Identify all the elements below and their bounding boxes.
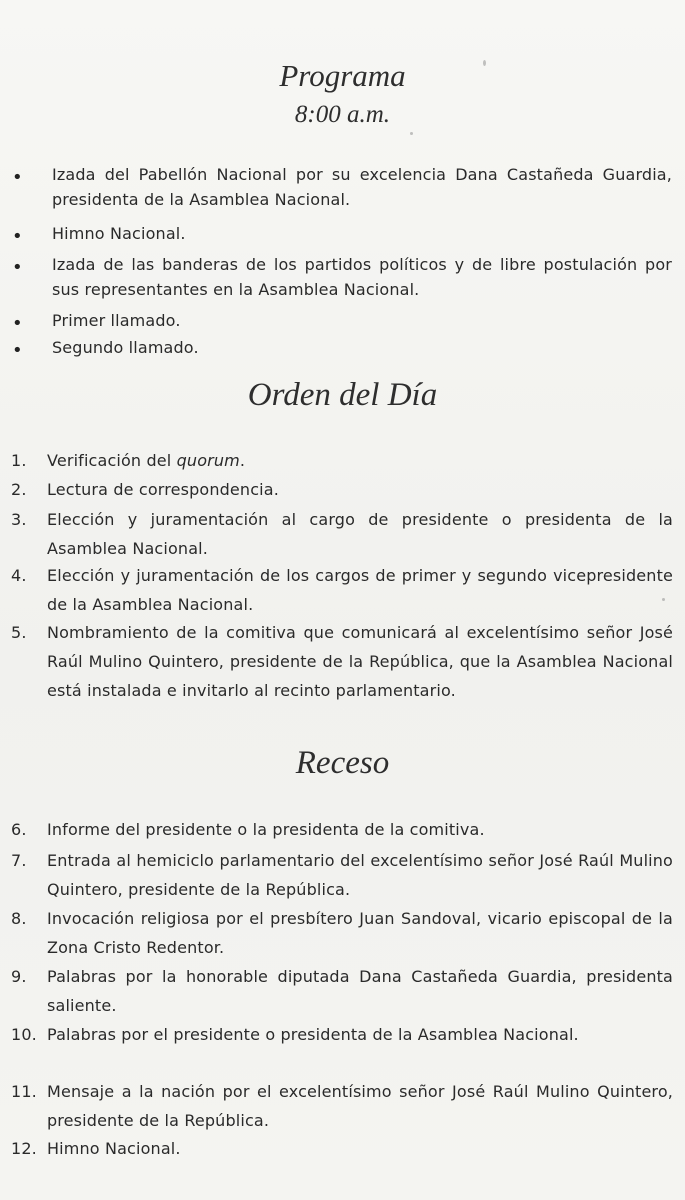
orden-item-text: Nombramiento de la comitiva que comunicará al excelentísimo señor José Raúl Mulino Quintero, presidente de la República, que la Asamblea Nacional está instalada e invitarlo al recinto parlamentario.	[47, 623, 673, 700]
item-number: 12.	[11, 1139, 37, 1158]
orden-item-text: Elección y juramentación de los cargos de primer y segundo vicepresidente de la Asamblea Nacional.	[47, 566, 673, 614]
item-number: 9.	[11, 967, 27, 986]
receso-item-text: Mensaje a la nación por el excelentísimo señor José Raúl Mulino Quintero, presidente de la República.	[47, 1082, 673, 1130]
orden-item-text	[47, 446, 673, 475]
item-number: 6.	[11, 820, 27, 839]
item-number: 3.	[11, 510, 27, 529]
receso-item-text: Himno Nacional.	[47, 1139, 181, 1158]
receso-item-text: Informe del presidente o la presidenta de la comitiva.	[47, 820, 485, 839]
programa-item-text: Himno Nacional.	[52, 224, 186, 243]
programa-time: 8:00 a.m.	[294, 101, 391, 128]
bullet-icon: •	[12, 257, 23, 278]
programa-item-text: Izada del Pabellón Nacional por su excelencia Dana Castañeda Guardia, presidenta de la Asamblea Nacional.	[52, 165, 672, 209]
orden-item-text-part: Verificación del	[47, 451, 177, 470]
orden-item-text-part: .	[239, 451, 246, 470]
item-number: 5.	[11, 623, 27, 642]
orden-item-text: Lectura de correspondencia.	[47, 480, 279, 499]
scan-speck	[662, 598, 665, 601]
programa-title: Programa	[279, 58, 406, 93]
scan-speck	[410, 132, 413, 135]
item-number: 11.	[11, 1082, 37, 1101]
receso-item-text: Invocación religiosa por el presbítero Juan Sandoval, vicario episcopal de la Zona Cristo Redentor.	[47, 909, 673, 957]
programa-item-text: Segundo llamado.	[52, 338, 199, 357]
scan-speck	[483, 60, 486, 66]
item-number: 10.	[11, 1025, 37, 1044]
receso-item-text: Palabras por la honorable diputada Dana Castañeda Guardia, presidenta saliente.	[47, 967, 673, 1015]
item-number: 8.	[11, 909, 27, 928]
bullet-icon: •	[12, 167, 23, 188]
orden-title: Orden del Día	[247, 377, 438, 413]
receso-item-text: Entrada al hemiciclo parlamentario del excelentísimo señor José Raúl Mulino Quintero, presidente de la República.	[47, 851, 673, 899]
bullet-icon: •	[12, 226, 23, 247]
item-number: 4.	[11, 566, 27, 585]
orden-item-text-emphasis: quorum	[176, 451, 240, 470]
item-number: 1.	[11, 451, 27, 470]
item-number: 7.	[11, 851, 27, 870]
programa-item-text: Izada de las banderas de los partidos políticos y de libre postulación por sus representantes en la Asamblea Nacional.	[52, 255, 672, 299]
orden-item-text: Elección y juramentación al cargo de presidente o presidenta de la Asamblea Nacional.	[47, 510, 673, 558]
programa-item-text: Primer llamado.	[52, 311, 181, 330]
receso-item-text: Palabras por el presidente o presidenta de la Asamblea Nacional.	[47, 1025, 579, 1044]
bullet-icon: •	[12, 340, 23, 361]
item-number: 2.	[11, 480, 27, 499]
bullet-icon: •	[12, 313, 23, 334]
receso-title: Receso	[295, 745, 390, 781]
